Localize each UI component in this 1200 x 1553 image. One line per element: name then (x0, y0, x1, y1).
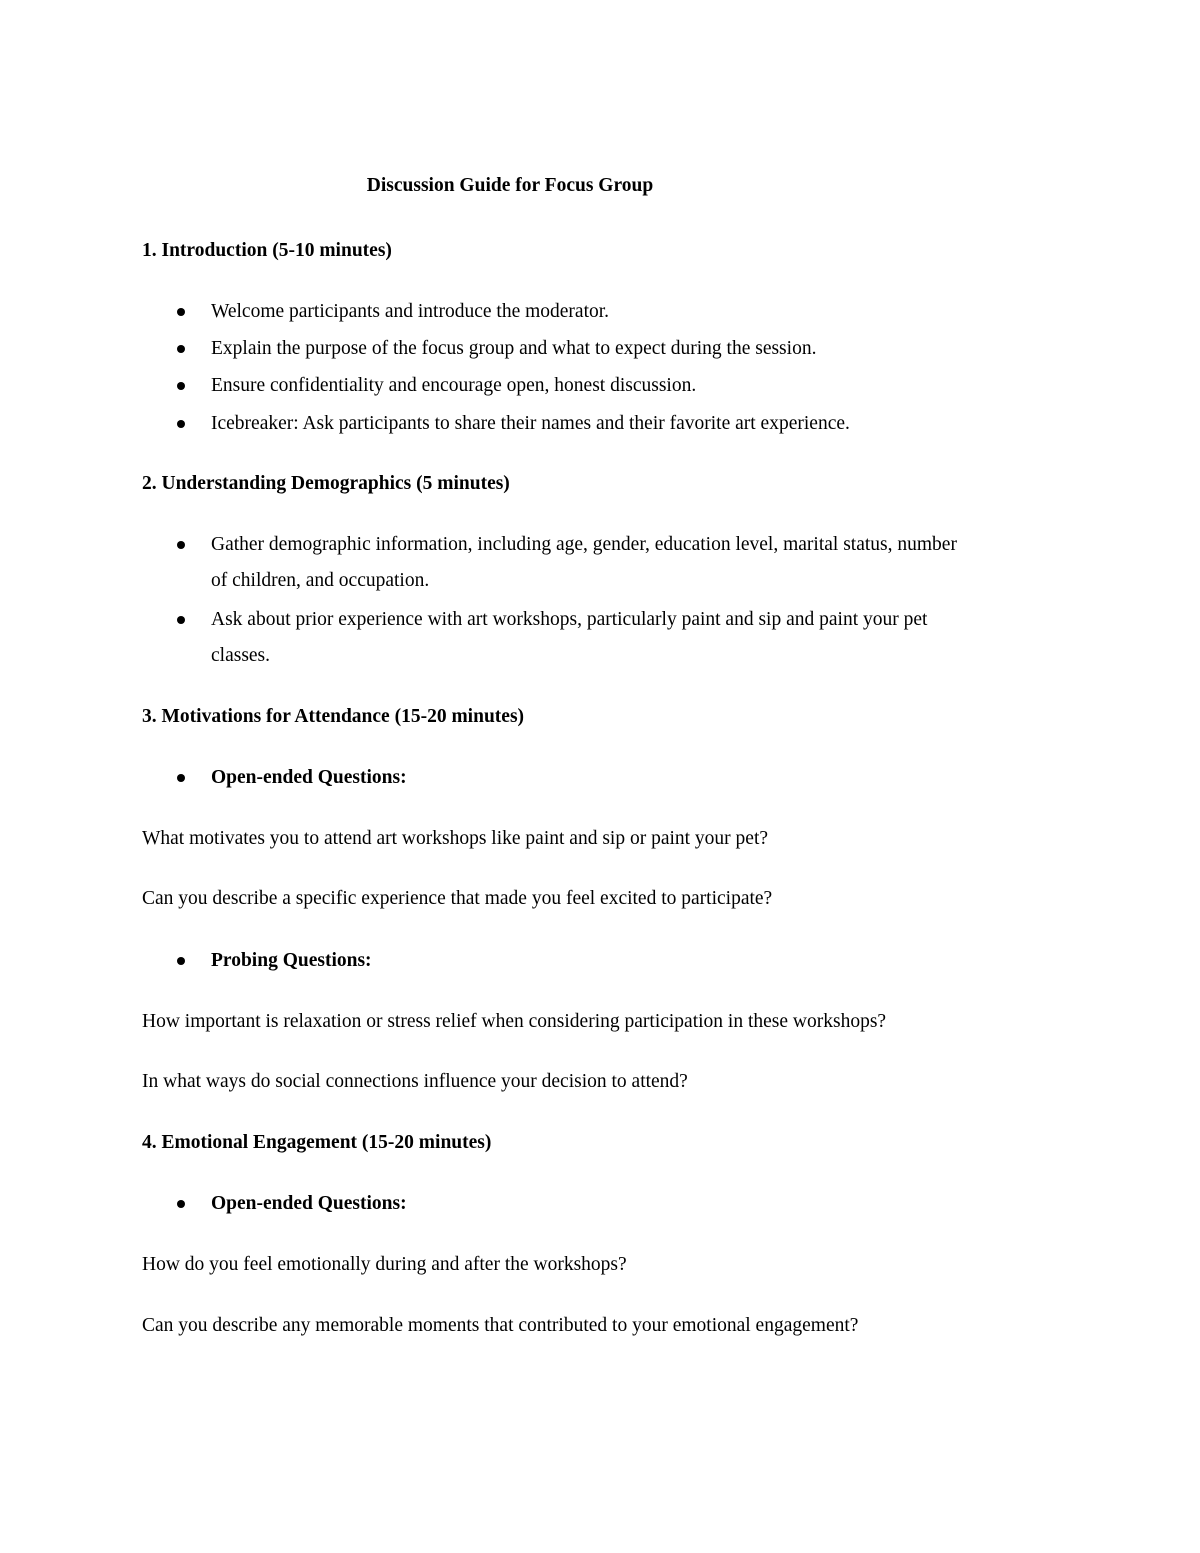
list-item-continuation: classes. (211, 645, 271, 666)
list-item: Welcome participants and introduce the moderator. (211, 301, 610, 322)
question-text: What motivates you to attend art workshops like paint and sip or paint your pet? (142, 828, 769, 849)
bullet-dot-icon (177, 1200, 185, 1208)
section-heading-motivations: 3. Motivations for Attendance (15-20 minutes) (142, 706, 525, 727)
list-item: Gather demographic information, including age, gender, education level, marital status, number (211, 534, 957, 555)
list-item: Ensure confidentiality and encourage open, honest discussion. (211, 375, 697, 396)
section-heading-emotional-engagement: 4. Emotional Engagement (15-20 minutes) (142, 1132, 492, 1153)
bullet-dot-icon (177, 308, 185, 316)
subsection-label-probing: Probing Questions: (211, 950, 372, 971)
bullet-dot-icon (177, 957, 185, 965)
question-text: How do you feel emotionally during and after the workshops? (142, 1254, 627, 1275)
bullet-dot-icon (177, 774, 185, 782)
question-text: How important is relaxation or stress relief when considering participation in these workshops? (142, 1011, 887, 1032)
question-text: In what ways do social connections influence your decision to attend? (142, 1071, 688, 1092)
question-text: Can you describe a specific experience that made you feel excited to participate? (142, 888, 773, 909)
list-item: Icebreaker: Ask participants to share their names and their favorite art experience. (211, 413, 850, 434)
list-item-continuation: of children, and occupation. (211, 570, 430, 591)
list-item: Explain the purpose of the focus group and what to expect during the session. (211, 338, 817, 359)
subsection-label-open-ended: Open-ended Questions: (211, 1193, 407, 1214)
bullet-dot-icon (177, 541, 185, 549)
document-title: Discussion Guide for Focus Group (366, 175, 654, 196)
bullet-dot-icon (177, 382, 185, 390)
question-text: Can you describe any memorable moments that contributed to your emotional engagement? (142, 1315, 859, 1336)
list-item: Ask about prior experience with art workshops, particularly paint and sip and paint your pet (211, 609, 928, 630)
subsection-label-open-ended: Open-ended Questions: (211, 767, 407, 788)
bullet-dot-icon (177, 345, 185, 353)
bullet-dot-icon (177, 616, 185, 624)
section-heading-demographics: 2. Understanding Demographics (5 minutes) (142, 473, 510, 494)
bullet-dot-icon (177, 420, 185, 428)
section-heading-introduction: 1. Introduction (5-10 minutes) (142, 240, 392, 261)
